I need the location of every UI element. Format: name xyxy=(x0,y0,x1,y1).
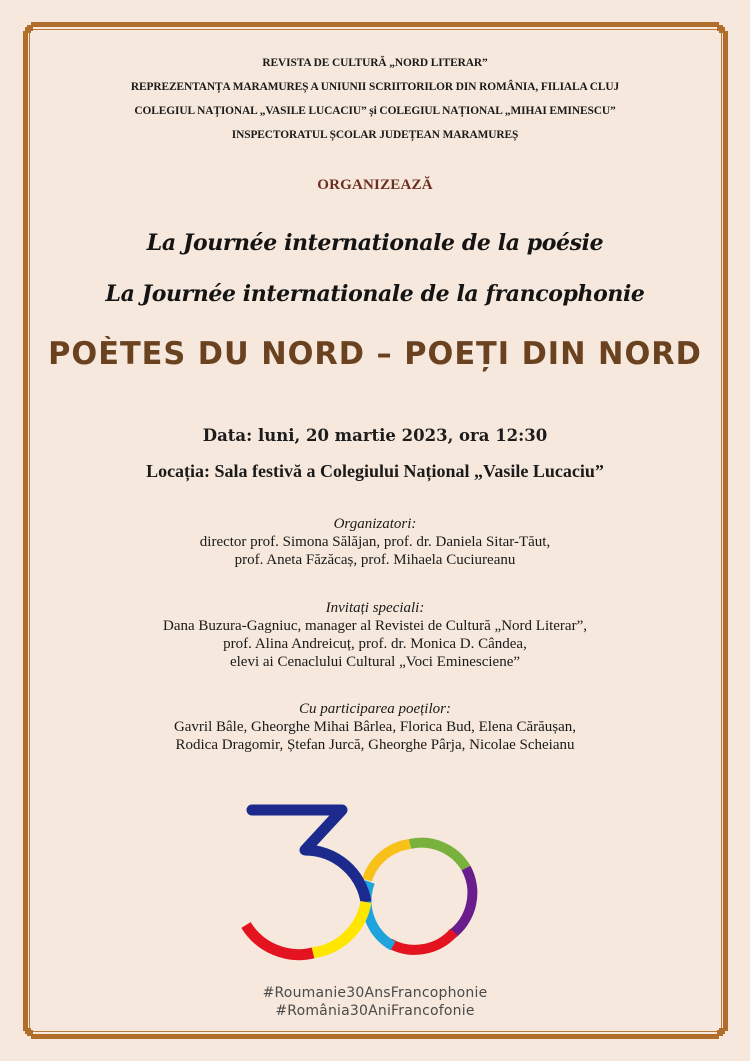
frame-corner-notch-br2 xyxy=(717,1030,723,1036)
frame-corner-notch-tr2 xyxy=(717,25,723,31)
frame-corner-notch-tl2 xyxy=(27,25,33,31)
organizers-label: Organizatori: xyxy=(333,516,417,532)
hashtag-romania: #România30AniFrancofonie xyxy=(275,1003,475,1019)
hashtag-roumanie: #Roumanie30AnsFrancophonie xyxy=(262,985,488,1001)
poets-section xyxy=(0,701,750,754)
main-title: POÈTES DU NORD – POEȚI DIN NORD xyxy=(48,336,702,372)
event-date: Data: luni, 20 martie 2023, ora 12:30 xyxy=(202,426,548,445)
poets-label: Cu participarea poeților: xyxy=(299,701,451,717)
event-title-francophonie: La Journée internationale de la francophonie xyxy=(105,281,645,307)
event-title-poesie: La Journée internationale de la poésie xyxy=(146,230,604,256)
organizers-line: prof. Aneta Făzăcaș, prof. Mihaela Cuciureanu xyxy=(234,552,516,568)
organizers-section xyxy=(0,516,750,569)
guests-line: prof. Alina Andreicuț, prof. dr. Monica D. Cândea, xyxy=(223,636,527,652)
organizers-line: director prof. Simona Sălăjan, prof. dr. Daniela Sitar-Tăut, xyxy=(199,534,551,550)
event-location: Locația: Sala festivă a Colegiului Național „Vasile Lucaciu” xyxy=(146,461,604,481)
header-line-nord-literar: REVISTA DE CULTURĂ „NORD LITERAR” xyxy=(262,57,488,69)
header-line-isj: INSPECTORATUL ȘCOLAR JUDEȚEAN MARAMUREȘ xyxy=(231,129,519,141)
guests-label: Invitați speciali: xyxy=(325,600,425,616)
guests-line: Dana Buzura-Gagniuc, manager al Revistei de Cultură „Nord Literar”, xyxy=(163,618,587,634)
poets-line: Gavril Bâle, Gheorghe Mihai Bârlea, Florica Bud, Elena Cărăușan, xyxy=(173,719,577,735)
organizeaza-heading: ORGANIZEAZĂ xyxy=(317,177,433,193)
frame-corner-notch-bl2 xyxy=(27,1030,33,1036)
poets-line: Rodica Dragomir, Ștefan Jurcă, Gheorghe Pârja, Nicolae Scheianu xyxy=(175,737,575,753)
guests-section xyxy=(0,600,750,671)
guests-line: elevi ai Cenaclului Cultural „Voci Eminesciene” xyxy=(229,654,521,670)
header-line-colegii: COLEGIUL NAȚIONAL „VASILE LUCACIU” și COLEGIUL NAȚIONAL „MIHAI EMINESCU” xyxy=(134,105,616,117)
header-line-uscr: REPREZENTANȚA MARAMUREȘ A UNIUNII SCRIITORILOR DIN ROMÂNIA, FILIALA CLUJ xyxy=(130,81,620,93)
francophonie-30-logo-icon xyxy=(230,790,510,970)
